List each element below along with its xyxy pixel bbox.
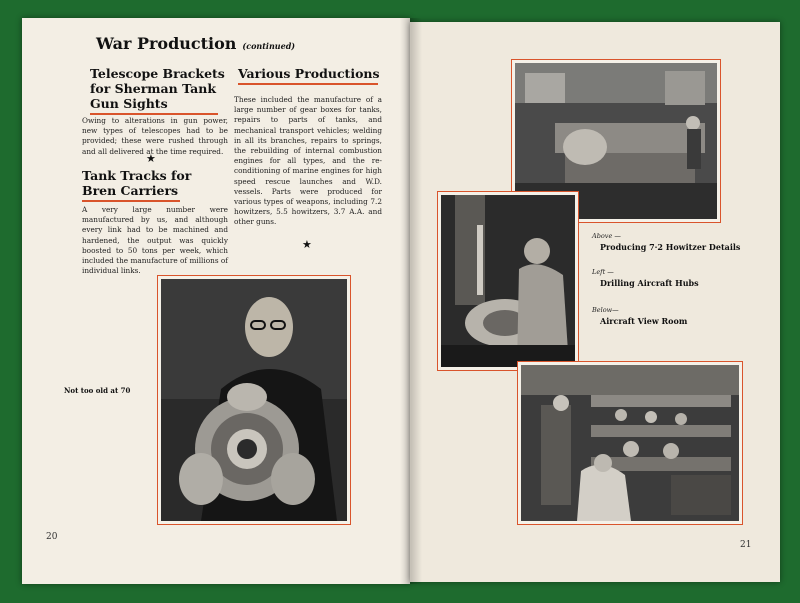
page-number-left: 20 xyxy=(46,532,58,542)
paragraph-tank-tracks: A very large number were manufactured by us, and although every link had to be machined and hardened, the output was quickly boosted to 50 tons per week, which included the manufacture of millions of individual links. xyxy=(82,205,228,276)
heading-line: Tank Tracks for xyxy=(82,168,192,183)
photo-old-worker-image xyxy=(161,279,347,521)
book-gutter xyxy=(400,18,422,584)
heading-underline xyxy=(238,83,378,85)
caption-above xyxy=(592,232,740,252)
photo-caption-old-worker: Not too old at 70 xyxy=(64,386,131,395)
photo-old-worker xyxy=(158,276,350,524)
star-divider-icon: ★ xyxy=(146,152,156,165)
caption-below xyxy=(592,306,687,326)
caption-text: Aircraft View Room xyxy=(600,316,688,326)
caption-left xyxy=(592,268,699,288)
section-title-note: (continued) xyxy=(242,41,296,51)
caption-text: Producing 7·2 Howitzer Details xyxy=(600,242,741,252)
page-number-right: 21 xyxy=(740,540,752,550)
photo-drilling-image xyxy=(441,195,575,367)
heading-underline xyxy=(90,113,218,115)
caption-text: Drilling Aircraft Hubs xyxy=(600,278,699,288)
photo-aircraft-view-room xyxy=(518,362,742,524)
heading-line: for Sherman Tank xyxy=(90,81,217,96)
heading-underline xyxy=(82,200,180,202)
photo-drilling-hubs xyxy=(438,192,578,370)
heading-line: Bren Carriers xyxy=(82,183,179,198)
heading-line: Various Productions xyxy=(238,66,380,81)
heading-line: Gun Sights xyxy=(90,96,168,111)
caption-label: Below— xyxy=(592,306,619,314)
section-title xyxy=(96,34,295,53)
heading-line: Telescope Brackets xyxy=(90,66,225,81)
paragraph-telescope: Owing to alterations in gun power, new types of telescopes had to be provided; these were rushed through and all delivered at the time required. xyxy=(82,116,228,156)
heading-various-productions xyxy=(238,66,380,85)
section-title-text: War Production xyxy=(96,34,237,53)
heading-telescope-brackets xyxy=(90,66,225,115)
heading-tank-tracks xyxy=(82,168,191,202)
paragraph-various: These included the manufacture of a large number of gear boxes for tanks, repairs to parts of tanks, and mechanical transport vehicles; welding in all its branches, repairs to springs, the rebuilding of internal combustion engines for all types, and the re-conditioning of marine engines for high speed rescue launches and W.D. vessels. Parts were produced for various types of weapons, including 7.2 howitzers, 5.5 howitzers, 3.7 A.A. and other guns. xyxy=(234,95,382,227)
caption-label: Above — xyxy=(592,232,621,240)
caption-label: Left — xyxy=(592,268,614,276)
photo-view-room-image xyxy=(521,365,739,521)
star-divider-icon: ★ xyxy=(302,238,312,251)
